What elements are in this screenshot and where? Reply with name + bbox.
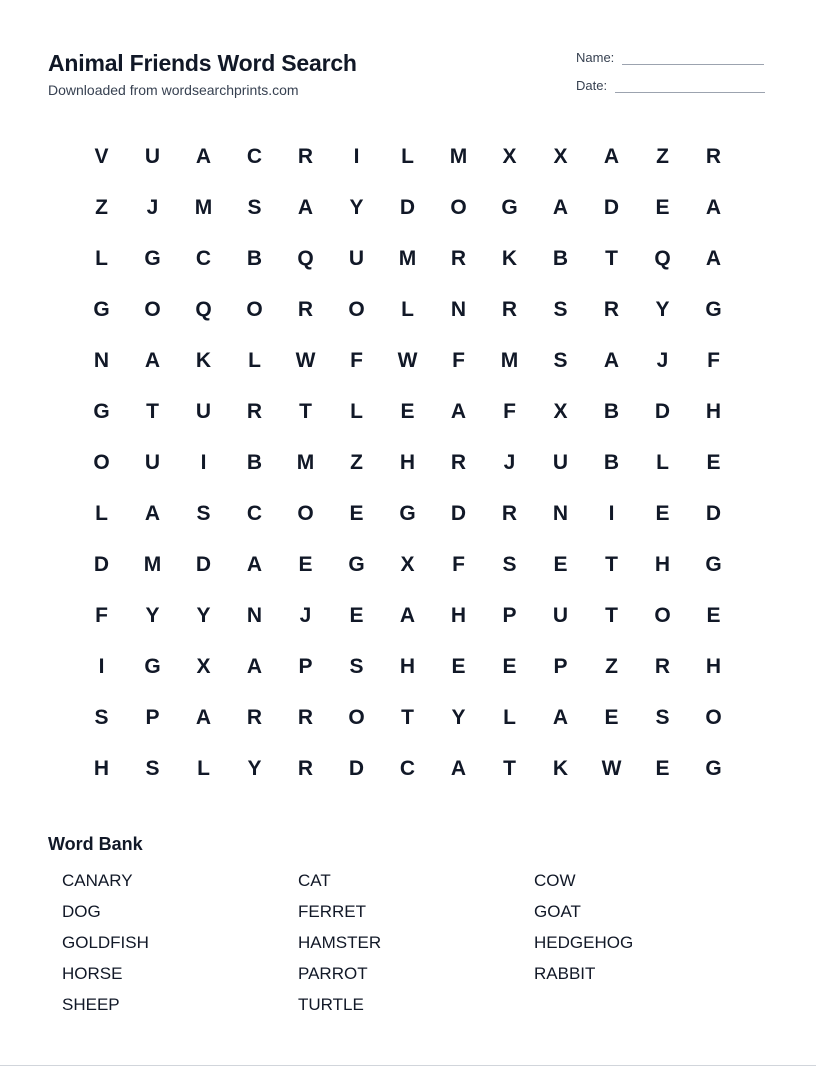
grid-letter[interactable]: A xyxy=(144,501,161,525)
name-label: Name: xyxy=(576,50,615,65)
grid-letter[interactable]: R xyxy=(246,705,263,729)
grid-letter[interactable]: H xyxy=(654,552,671,576)
grid-letter[interactable]: S xyxy=(145,756,160,780)
grid-letter[interactable]: I xyxy=(608,501,615,525)
grid-letter[interactable]: J xyxy=(299,603,312,627)
grid-letter[interactable]: G xyxy=(705,756,722,780)
grid-letter[interactable]: X xyxy=(196,654,211,678)
grid-letter[interactable]: D xyxy=(399,195,416,219)
grid-letter[interactable]: Z xyxy=(350,450,363,474)
name-underline xyxy=(622,52,764,65)
grid-letter[interactable]: M xyxy=(449,144,468,168)
grid-letter[interactable]: G xyxy=(501,195,518,219)
grid-letter[interactable]: M xyxy=(398,246,417,270)
grid-letter[interactable]: D xyxy=(603,195,620,219)
grid-letter[interactable]: R xyxy=(297,144,314,168)
letter-grid xyxy=(76,131,739,794)
grid-letter[interactable]: O xyxy=(93,450,110,474)
grid-letter[interactable]: Y xyxy=(451,705,466,729)
grid-letter[interactable]: S xyxy=(553,348,568,372)
grid-letter[interactable]: P xyxy=(502,603,517,627)
grid-letter[interactable]: X xyxy=(502,144,517,168)
page-subtitle: Downloaded from wordsearchprints.com xyxy=(48,82,299,98)
grid-letter[interactable]: R xyxy=(297,705,314,729)
grid-letter[interactable]: Y xyxy=(655,297,670,321)
grid-letter[interactable]: A xyxy=(246,654,263,678)
grid-letter[interactable]: A xyxy=(450,399,467,423)
grid-letter[interactable]: L xyxy=(95,246,108,270)
grid-letter[interactable]: P xyxy=(145,705,160,729)
grid-letter[interactable]: O xyxy=(144,297,161,321)
grid-letter[interactable]: I xyxy=(200,450,207,474)
grid-letter[interactable]: C xyxy=(195,246,212,270)
grid-letter[interactable]: U xyxy=(144,450,161,474)
grid-letter[interactable]: G xyxy=(348,552,365,576)
grid-letter[interactable]: E xyxy=(655,195,670,219)
grid-letter[interactable]: R xyxy=(297,756,314,780)
grid-letter[interactable]: U xyxy=(144,144,161,168)
grid-letter[interactable]: L xyxy=(401,297,414,321)
grid-letter[interactable]: O xyxy=(705,705,722,729)
grid-letter[interactable]: D xyxy=(705,501,722,525)
grid-letter[interactable]: E xyxy=(553,552,568,576)
grid-letter[interactable]: H xyxy=(705,399,722,423)
grid-letter[interactable]: B xyxy=(552,246,569,270)
grid-letter[interactable]: R xyxy=(603,297,620,321)
word-bank-item: HEDGEHOG xyxy=(534,933,634,952)
grid-letter[interactable]: G xyxy=(144,246,161,270)
word-bank xyxy=(62,866,734,1021)
grid-letter[interactable]: E xyxy=(655,756,670,780)
grid-letter[interactable]: C xyxy=(399,756,416,780)
grid-letter[interactable]: X xyxy=(553,399,568,423)
grid-letter[interactable]: A xyxy=(552,705,569,729)
grid-letter[interactable]: E xyxy=(706,603,721,627)
word-bank-item: GOAT xyxy=(534,902,581,921)
grid-letter[interactable]: H xyxy=(450,603,467,627)
grid-letter[interactable]: T xyxy=(299,399,312,423)
grid-letter[interactable]: H xyxy=(705,654,722,678)
grid-letter[interactable]: T xyxy=(503,756,516,780)
grid-letter[interactable]: Z xyxy=(605,654,618,678)
grid-letter[interactable]: A xyxy=(705,195,722,219)
word-bank-item: GOLDFISH xyxy=(62,933,149,952)
grid-letter[interactable]: E xyxy=(502,654,517,678)
grid-letter[interactable]: A xyxy=(246,552,263,576)
word-bank-item: HORSE xyxy=(62,964,123,983)
grid-letter[interactable]: R xyxy=(654,654,671,678)
grid-letter[interactable]: F xyxy=(350,348,363,372)
grid-letter[interactable]: S xyxy=(196,501,211,525)
grid-letter[interactable]: W xyxy=(295,348,316,372)
grid-letter[interactable]: K xyxy=(501,246,518,270)
grid-letter[interactable]: I xyxy=(353,144,360,168)
grid-letter[interactable]: B xyxy=(603,450,620,474)
grid-letter[interactable]: M xyxy=(194,195,213,219)
grid-letter[interactable]: T xyxy=(605,246,618,270)
grid-letter[interactable]: D xyxy=(195,552,212,576)
grid-letter[interactable]: M xyxy=(296,450,315,474)
grid-letter[interactable]: J xyxy=(656,348,669,372)
grid-letter[interactable]: Y xyxy=(196,603,211,627)
grid-letter[interactable]: A xyxy=(195,144,212,168)
date-field[interactable] xyxy=(576,78,765,93)
grid-letter[interactable]: A xyxy=(144,348,161,372)
grid-letter[interactable]: R xyxy=(705,144,722,168)
word-bank-item: HAMSTER xyxy=(298,933,382,952)
grid-letter[interactable]: E xyxy=(706,450,721,474)
grid-letter[interactable]: G xyxy=(93,399,110,423)
name-field[interactable] xyxy=(576,50,764,65)
grid-letter[interactable]: F xyxy=(707,348,720,372)
grid-letter[interactable]: L xyxy=(197,756,210,780)
grid-letter[interactable]: E xyxy=(604,705,619,729)
grid-letter[interactable]: D xyxy=(348,756,365,780)
grid-letter[interactable]: A xyxy=(603,144,620,168)
grid-letter[interactable]: O xyxy=(654,603,671,627)
grid-letter[interactable]: X xyxy=(553,144,568,168)
grid-letter[interactable]: E xyxy=(298,552,313,576)
grid-letter[interactable]: K xyxy=(552,756,569,780)
grid-letter[interactable]: N xyxy=(93,348,110,372)
grid-letter[interactable]: A xyxy=(603,348,620,372)
grid-letter[interactable]: A xyxy=(297,195,314,219)
grid-letter[interactable]: T xyxy=(605,552,618,576)
word-bank-item: FERRET xyxy=(298,902,366,921)
grid-letter[interactable]: O xyxy=(450,195,467,219)
grid-letter[interactable]: D xyxy=(93,552,110,576)
word-bank-item: RABBIT xyxy=(534,964,596,983)
grid-letter[interactable]: O xyxy=(348,297,365,321)
grid-letter[interactable]: L xyxy=(503,705,516,729)
grid-letter[interactable]: W xyxy=(601,756,622,780)
grid-letter[interactable]: J xyxy=(146,195,159,219)
grid-letter[interactable]: I xyxy=(98,654,105,678)
grid-letter[interactable]: E xyxy=(349,501,364,525)
grid-letter[interactable]: R xyxy=(450,450,467,474)
grid-letter[interactable]: N xyxy=(246,603,263,627)
grid-letter[interactable]: A xyxy=(399,603,416,627)
grid-letter[interactable]: S xyxy=(94,705,109,729)
grid-letter[interactable]: O xyxy=(297,501,314,525)
word-bank-heading: Word Bank xyxy=(48,834,143,854)
grid-letter[interactable]: C xyxy=(246,501,263,525)
word-bank-item: COW xyxy=(534,871,576,890)
grid-letter[interactable]: U xyxy=(195,399,212,423)
word-bank-item: CANARY xyxy=(62,871,133,890)
grid-letter[interactable]: J xyxy=(503,450,516,474)
grid-letter[interactable]: Y xyxy=(145,603,160,627)
grid-letter[interactable]: X xyxy=(400,552,415,576)
word-bank-item: PARROT xyxy=(298,964,368,983)
grid-letter[interactable]: E xyxy=(451,654,466,678)
grid-letter[interactable]: S xyxy=(247,195,262,219)
word-bank-item: SHEEP xyxy=(62,995,120,1014)
grid-letter[interactable]: G xyxy=(399,501,416,525)
grid-letter[interactable]: R xyxy=(501,297,518,321)
grid-letter[interactable]: A xyxy=(552,195,569,219)
grid-letter[interactable]: H xyxy=(399,450,416,474)
grid-letter[interactable]: W xyxy=(397,348,418,372)
grid-letter[interactable]: Q xyxy=(654,246,671,270)
grid-letter[interactable]: Y xyxy=(247,756,262,780)
date-underline xyxy=(615,80,765,93)
grid-letter[interactable]: Q xyxy=(297,246,314,270)
page-title: Animal Friends Word Search xyxy=(48,50,357,76)
grid-letter[interactable]: F xyxy=(95,603,108,627)
grid-letter[interactable]: U xyxy=(348,246,365,270)
grid-letter[interactable]: T xyxy=(401,705,414,729)
grid-letter[interactable]: S xyxy=(655,705,670,729)
grid-letter[interactable]: U xyxy=(552,450,569,474)
grid-letter[interactable]: S xyxy=(349,654,364,678)
grid-letter[interactable]: L xyxy=(656,450,669,474)
grid-letter[interactable]: Y xyxy=(349,195,364,219)
grid-letter[interactable]: R xyxy=(246,399,263,423)
grid-letter[interactable]: R xyxy=(297,297,314,321)
grid-letter[interactable]: F xyxy=(503,399,516,423)
grid-letter[interactable]: A xyxy=(705,246,722,270)
grid-letter[interactable]: E xyxy=(349,603,364,627)
grid-letter[interactable]: A xyxy=(195,705,212,729)
grid-letter[interactable]: R xyxy=(450,246,467,270)
grid-letter[interactable]: G xyxy=(93,297,110,321)
grid-letter[interactable]: V xyxy=(94,144,109,168)
grid-letter[interactable]: D xyxy=(654,399,671,423)
grid-letter[interactable]: P xyxy=(553,654,568,678)
bottom-divider xyxy=(0,1065,816,1066)
date-label: Date: xyxy=(576,78,608,93)
grid-letter[interactable]: M xyxy=(143,552,162,576)
grid-letter[interactable]: O xyxy=(246,297,263,321)
grid-letter[interactable]: D xyxy=(450,501,467,525)
grid-letter[interactable]: O xyxy=(348,705,365,729)
grid-letter[interactable]: N xyxy=(450,297,467,321)
grid-letter[interactable]: H xyxy=(399,654,416,678)
word-bank-item: DOG xyxy=(62,902,101,921)
grid-letter[interactable]: B xyxy=(246,246,263,270)
grid-letter[interactable]: A xyxy=(450,756,467,780)
grid-letter[interactable]: B xyxy=(603,399,620,423)
grid-letter[interactable]: K xyxy=(195,348,212,372)
grid-letter[interactable]: N xyxy=(552,501,569,525)
grid-letter[interactable]: C xyxy=(246,144,263,168)
grid-letter[interactable]: L xyxy=(95,501,108,525)
grid-letter[interactable]: G xyxy=(144,654,161,678)
grid-letter[interactable]: T xyxy=(605,603,618,627)
grid-letter[interactable]: G xyxy=(705,297,722,321)
grid-letter[interactable]: G xyxy=(705,552,722,576)
grid-letter[interactable]: F xyxy=(452,552,465,576)
grid-letter[interactable]: H xyxy=(93,756,110,780)
grid-letter[interactable]: M xyxy=(500,348,519,372)
grid-letter[interactable]: E xyxy=(400,399,415,423)
grid-letter[interactable]: L xyxy=(248,348,261,372)
word-bank-item: TURTLE xyxy=(298,995,364,1014)
grid-letter[interactable]: S xyxy=(502,552,517,576)
grid-letter[interactable]: S xyxy=(553,297,568,321)
grid-letter[interactable]: F xyxy=(452,348,465,372)
grid-letter[interactable]: T xyxy=(146,399,159,423)
word-bank-item: CAT xyxy=(298,871,331,890)
grid-letter[interactable]: R xyxy=(501,501,518,525)
grid-letter[interactable]: Z xyxy=(656,144,669,168)
grid-letter[interactable]: L xyxy=(401,144,414,168)
grid-letter[interactable]: L xyxy=(350,399,363,423)
grid-letter[interactable]: P xyxy=(298,654,313,678)
grid-letter[interactable]: B xyxy=(246,450,263,474)
grid-letter[interactable]: U xyxy=(552,603,569,627)
grid-letter[interactable]: E xyxy=(655,501,670,525)
grid-letter[interactable]: Q xyxy=(195,297,212,321)
grid-letter[interactable]: Z xyxy=(95,195,108,219)
